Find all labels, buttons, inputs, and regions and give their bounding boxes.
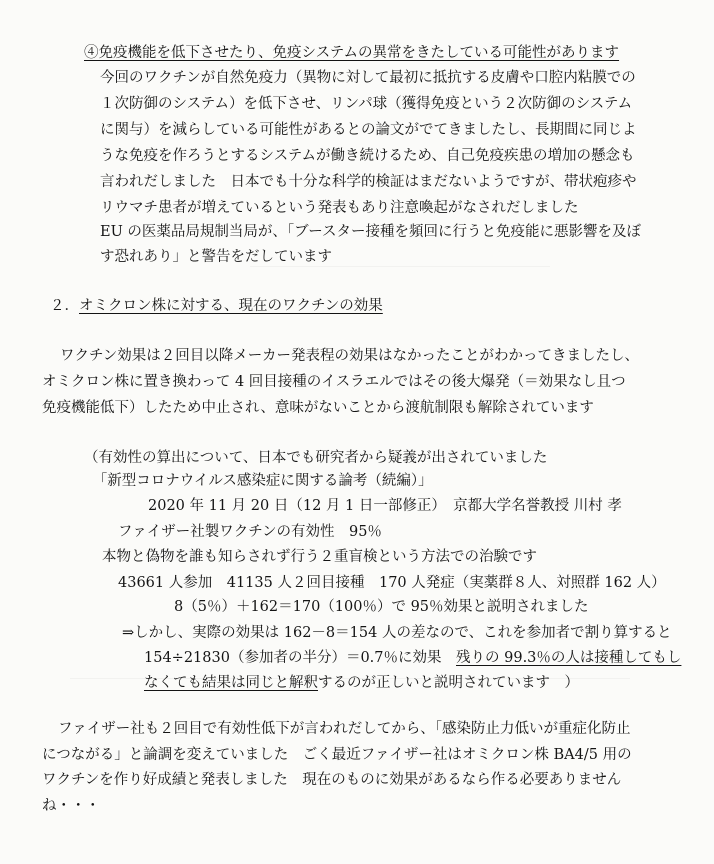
quote-result-highlight: 残りの 99.3％の人は接種してもし [456, 650, 682, 666]
quote-numbers: 43661 人参加 41135 人２回目接種 170 人発症（実薬群８人、対照群 162 人） [118, 575, 666, 591]
section4-line: す恐れあり」と警告をだしています [100, 249, 332, 265]
paragraph-line: オミクロン株に置き換わって 4 回目接種のイスラエルではその後大爆発（＝効果なし且つ [42, 374, 626, 390]
quote-title: ｢新型コロナウイルス感染症に関する論考（続編）」 [100, 473, 433, 489]
paragraph-line: 免疫機能低下）したため中止され、意味がないことから渡航制限も解除されています [42, 400, 594, 416]
quote-conclusion-row [144, 674, 579, 692]
quote-calc: 8（5％）＋162＝170（100％）で 95％効果と説明されました [174, 599, 589, 615]
section2-heading-row [50, 297, 383, 315]
section4-line: リウマチ患者が増えているという発表もあり注意喚起がなされだしました [100, 200, 579, 216]
section4-line: うな免疫を作ろうとするシステムが働き続けるため、自己免疫疾患の増加の懸念も [100, 148, 635, 164]
quote-result: 154÷21830（参加者の半分）＝0.7％に効果 [144, 650, 457, 666]
section4-line: EU の医薬品局規制当局が、｢ブースター接種を頻回に行うと免疫能に悪影響を及ぼ [100, 224, 642, 240]
paragraph-line: ファイザー社も２回目で有効性低下が言われだしてから、｢感染防止力低いが重症化防止 [58, 721, 631, 737]
quote-intro: （有効性の算出について、日本でも研究者から疑義が出されていました [84, 450, 548, 466]
section4-line: 今回のワクチンが自然免疫力（異物に対して最初に抵抗する皮膚や口腔内粘膜での [100, 70, 636, 86]
quote-author: 2020 年 11 月 20 日（12 月 1 日一部修正） 京都大学名誉教授 川村 孝 [148, 498, 622, 514]
quote-method: 本物と偽物を誰も知らされず行う２重盲検という方法での治験です [102, 549, 537, 565]
quote-however: ⇒しかし、実際の効果は 162－8＝154 人の差なので、これを参加者で割り算すると [122, 625, 672, 641]
paragraph-line: ワクチンを作り好成績と発表しました 現在のものに効果があるなら作る必要ありません [42, 772, 622, 788]
quote-efficacy: ファイザー社製ワクチンの有効性 95％ [118, 524, 382, 540]
scan-artifact [250, 266, 550, 267]
paragraph-line: につながる」と論調を変えていました ごく最近ファイザー社はオミクロン株 BA4/5 用の [42, 747, 632, 763]
section4-line: 言われだしました 日本でも十分な科学的検証はまだないようですが、帯状疱疹や [100, 174, 637, 190]
section4-heading: ④免疫機能を低下させたり、免疫システムの異常をきたしている可能性があります [84, 45, 620, 61]
quote-conclusion: するのが正しいと説明されています ） [318, 675, 579, 691]
section2-heading: オミクロン株に対する、現在のワクチンの効果 [79, 298, 383, 314]
quote-result-row [144, 649, 681, 667]
paragraph-line: ワクチン効果は２回目以降メーカー発表程の効果はなかったことがわかってきましたし、 [60, 348, 639, 364]
section4-line: １次防御のシステム）を低下させ、リンパ球（獲得免疫という２次防御のシステム [100, 96, 633, 112]
quote-conclusion-highlight: なくても結果は同じと解釈 [144, 675, 318, 691]
section-number: ２． [50, 298, 79, 314]
paragraph-line: ね・・・ [42, 798, 100, 814]
section4-line: に関与）を減らしている可能性があるとの論文がでてきましたし、長期間に同じよ [100, 122, 637, 138]
